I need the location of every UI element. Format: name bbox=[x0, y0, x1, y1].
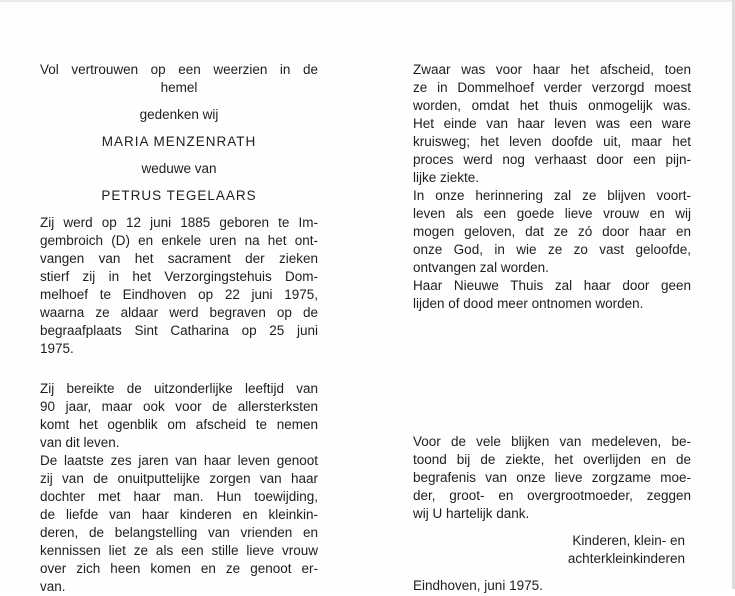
text-line: In onze herinnering zal ze blijven voort- bbox=[413, 188, 691, 203]
signature-line: Kinderen, klein- en bbox=[572, 533, 685, 548]
top-edge bbox=[0, 0, 735, 2]
new-home-paragraph bbox=[413, 277, 691, 313]
intro-line: Vol vertrouwen op een weerzien in de bbox=[40, 62, 318, 77]
text-line: Voor de vele blijken van medeleven, be- bbox=[413, 434, 691, 449]
weduwe-text: weduwe van bbox=[141, 161, 217, 176]
text-line: begraafplaats Sint Catharina op 25 juni bbox=[40, 323, 318, 338]
text-line: waarna ze aldaar werd begraven op de bbox=[40, 305, 318, 320]
text-line: over zich heen komen en ze genoot er- bbox=[40, 561, 318, 576]
text-line: toond bij de ziekte, het overlijden en de bbox=[413, 452, 691, 467]
text-line: der, groot- en overgrootmoeder, zeggen bbox=[413, 488, 691, 503]
text-line: gembroich (D) en enkele uren na het ont- bbox=[40, 233, 318, 248]
text-line: van dit leven. bbox=[40, 435, 120, 450]
intro-line: hemel bbox=[160, 80, 198, 95]
age-paragraph bbox=[40, 380, 318, 452]
text-line: dochter met haar man. Hun toewijding, bbox=[40, 489, 318, 504]
signature bbox=[413, 532, 691, 568]
text-line: stierf zij in het Verzorgingstehuis Dom- bbox=[40, 269, 318, 284]
text-line: Zwaar was voor haar het afscheid, toen bbox=[413, 62, 691, 77]
text-line: ontvangen zal worden. bbox=[413, 260, 549, 275]
text-line: worden, omdat het thuis onmogelijk was. bbox=[413, 98, 691, 113]
left-column bbox=[40, 61, 318, 596]
text-line: ze in Dommelhoef verder verzorgd moest bbox=[413, 80, 691, 95]
text-line: proces werd nog verhaast door een pijn- bbox=[413, 152, 691, 167]
text-line: 90 jaar, maar ook voor de allersterksten bbox=[40, 399, 318, 414]
text-line: lijke ziekte. bbox=[413, 170, 480, 185]
text-line: Zij werd op 12 juni 1885 geboren te Im- bbox=[40, 215, 318, 230]
text-line: De laatste zes jaren van haar leven genoot bbox=[40, 453, 318, 468]
text-line: wij U hartelijk dank. bbox=[413, 506, 530, 521]
text-line: vangen van het sacrament der zieken bbox=[40, 251, 318, 266]
husband-name: PETRUS TEGELAARS bbox=[101, 188, 257, 203]
place-date: Eindhoven, juni 1975. bbox=[413, 578, 543, 593]
text-line: kennissen liet ze als een stille lieve vrouw bbox=[40, 543, 318, 558]
thanks-paragraph bbox=[413, 433, 691, 523]
gedenken-text: gedenken wij bbox=[139, 107, 219, 122]
signature-line: achterkleinkinderen bbox=[567, 551, 685, 566]
memory-paragraph bbox=[413, 187, 691, 277]
text-line: van. bbox=[40, 579, 66, 594]
right-column bbox=[413, 61, 691, 595]
deceased-name: MARIA MENZENRATH bbox=[101, 134, 257, 149]
farewell-paragraph bbox=[413, 61, 691, 187]
text-line: begrafenis van onze lieve zorgzame moe- bbox=[413, 470, 691, 485]
text-line: deren, de belangstelling van vrienden en bbox=[40, 525, 318, 540]
text-line: melhoef te Eindhoven op 22 juni 1975, bbox=[40, 287, 318, 302]
text-line: onze God, in wie ze zo vast geloofde, bbox=[413, 242, 691, 257]
text-line: Het einde van haar leven was een ware bbox=[413, 116, 691, 131]
text-line: leven als een goede lieve vrouw en wij bbox=[413, 206, 691, 221]
text-line: lijden of dood meer ontnomen worden. bbox=[413, 296, 644, 311]
birth-death-paragraph bbox=[40, 214, 318, 358]
text-line: zij van de onuitputtelijke zorgen van haar bbox=[40, 471, 318, 486]
text-line: Haar Nieuwe Thuis zal haar door geen bbox=[413, 278, 691, 293]
text-line: mogen geloven, dat ze zó door haar en bbox=[413, 224, 691, 239]
text-line: 1975. bbox=[40, 341, 74, 356]
text-line: kruisweg; het leven doofde uit, maar het bbox=[413, 134, 691, 149]
last-years-paragraph bbox=[40, 452, 318, 596]
text-line: Zij bereikte de uitzonderlijke leeftijd van bbox=[40, 381, 318, 396]
text-line: komt het ogenblik om afscheid te nemen bbox=[40, 417, 318, 432]
text-line: de liefde van haar kinderen en kleinkin- bbox=[40, 507, 318, 522]
